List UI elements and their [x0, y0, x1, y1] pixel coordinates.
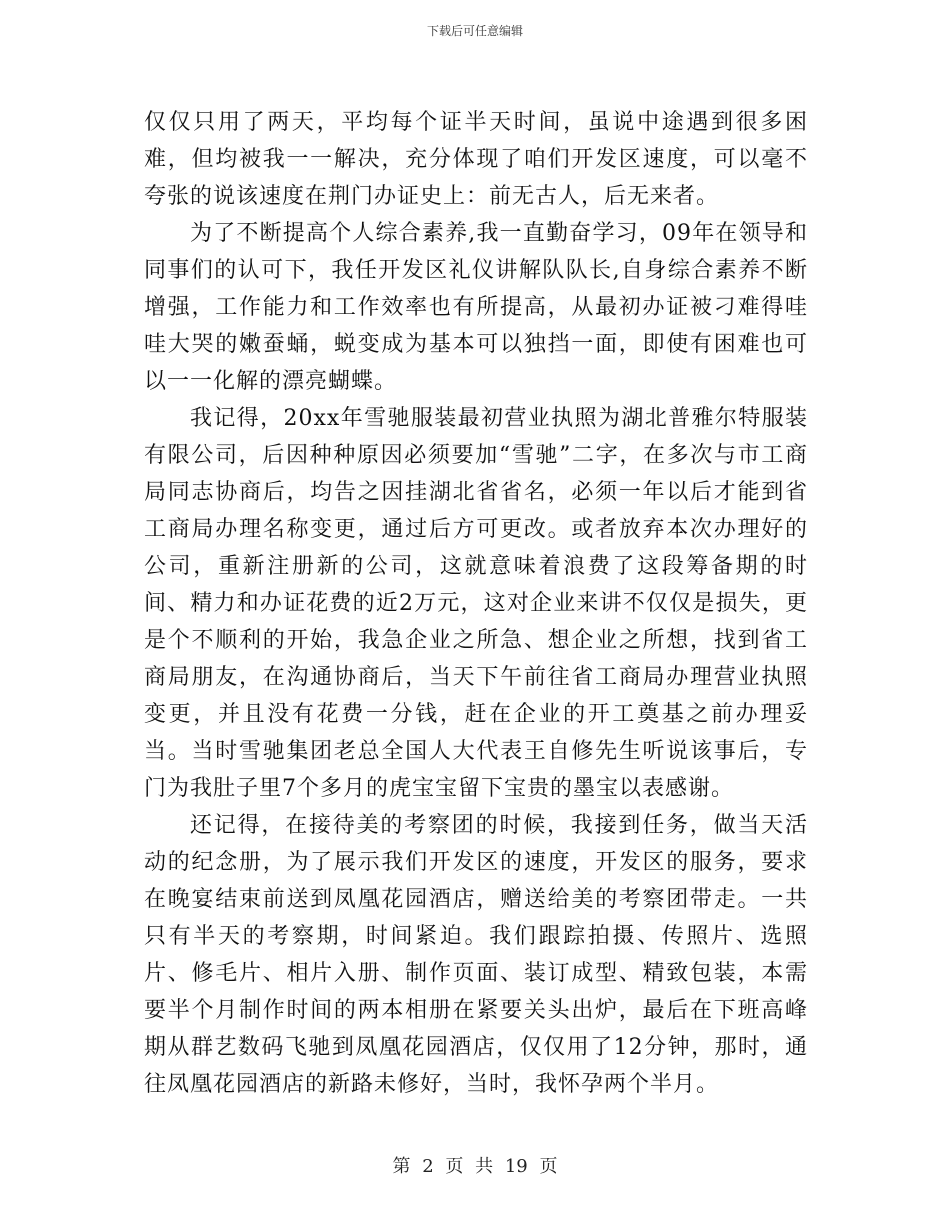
document-body: [144, 104, 808, 1103]
page-header: 下载后可任意编辑: [426, 24, 523, 38]
paragraph-1: 仅仅只用了两天，平均每个证半天时间，虽说中途遇到很多困难，但均被我一一解决，充分体现了咱们开发区速度，可以毫不夸张的说该速度在荆门办证史上：前无古人，后无来者。: [144, 110, 808, 209]
paragraph-3: 我记得，20xx年雪驰服装最初营业执照为湖北普雅尔特服装有限公司，后因种种原因必须要加“雪驰”二字，在多次与市工商局同志协商后，均告之因挂湖北省省名，必须一年以后才能到省工商局办理名称变更，通过后方可更改。或者放弃本次办理好的公司，重新注册新的公司，这就意味着浪费了这段筹备期的时间、精力和办证花费的近2万元，这对企业来讲不仅仅是损失，更是个不顺利的开始，我急企业之所急、想企业之所想，找到省工商局朋友，在沟通协商后，当天下午前往省工商局办理营业执照变更，并且没有花费一分钱，赶在企业的开工奠基之前办理妥当。当时雪驰集团老总全国人大代表王自修先生听说该事后，专门为我肚子里7个多月的虎宝宝留下宝贵的墨宝以表感谢。: [144, 406, 808, 801]
page-footer: 第 2 页 共 19 页: [392, 1156, 558, 1177]
paragraph-4: 还记得，在接待美的考察团的时候，我接到任务，做当天活动的纪念册，为了展示我们开发区的速度，开发区的服务，要求在晚宴结束前送到凤凰花园酒店，赠送给美的考察团带走。一共只有半天的考察期，时间紧迫。我们跟踪拍摄、传照片、选照片、修毛片、相片入册、制作页面、装订成型、精致包装，本需要半个月制作时间的两本相册在紧要关头出炉，最后在下班高峰期从群艺数码飞驰到凤凰花园酒店，仅仅用了12分钟，那时，通往凤凰花园酒店的新路未修好，当时，我怀孕两个半月。: [144, 813, 808, 1097]
paragraph-2: 为了不断提高个人综合素养,我一直勤奋学习，09年在领导和同事们的认可下，我任开发区礼仪讲解队队长,自身综合素养不断增强，工作能力和工作效率也有所提高，从最初办证被刁难得哇哇大哭的嫩蚕蛹，蜕变成为基本可以独挡一面，即使有困难也可以一一化解的漂亮蝴蝶。: [144, 221, 808, 394]
